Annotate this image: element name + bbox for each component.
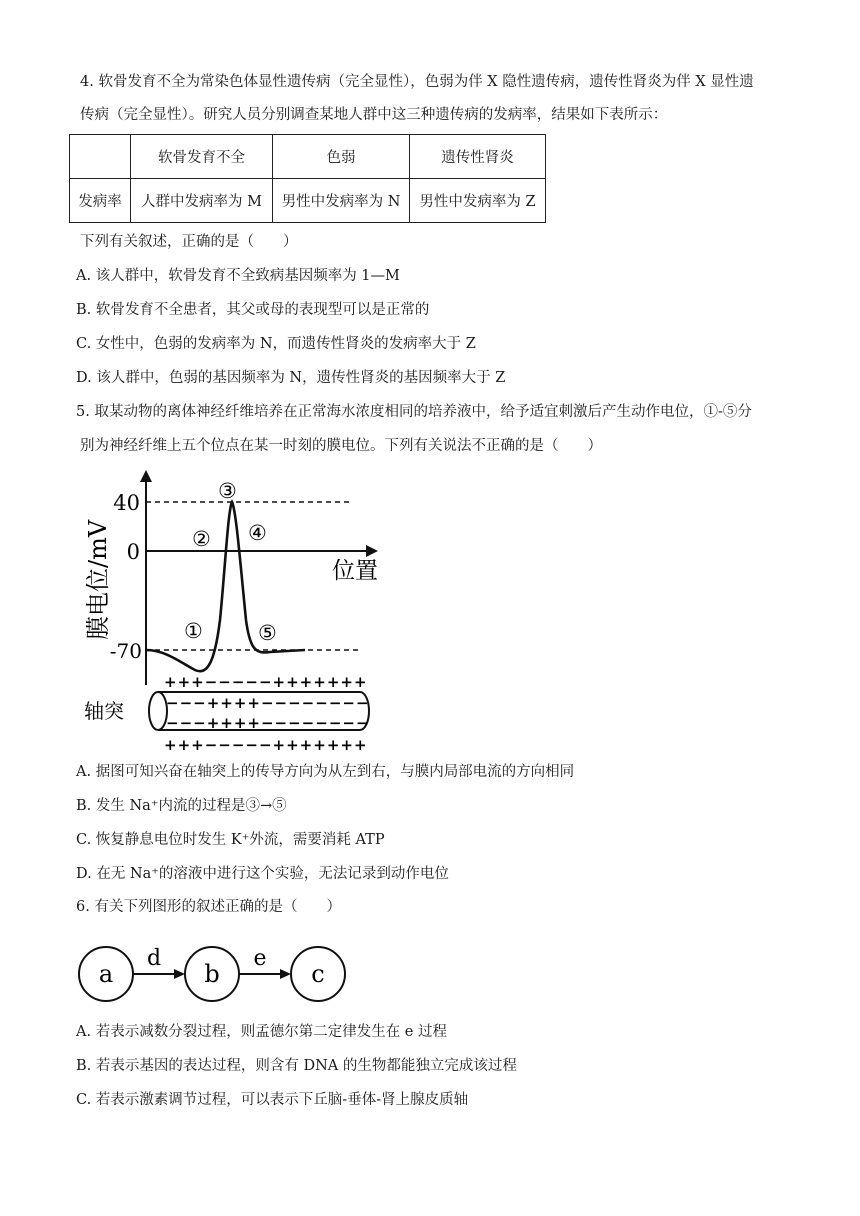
q4-stem-line2: 传病（完全显性）。研究人员分别调查某地人群中这三种遗传病的发病率，结果如下表所示： xyxy=(80,107,668,123)
table-cell: 男性中发病率为 Z xyxy=(410,179,546,223)
q4-option-d: D. 该人群中，色弱的基因频率为 N，遗传性肾炎的基因频率大于 Z xyxy=(76,370,506,386)
q4-option-c: C. 女性中，色弱的发病率为 N，而遗传性肾炎的发病率大于 Z xyxy=(76,336,476,352)
q6-stem: 6. 有关下列图形的叙述正确的是（ ） xyxy=(76,899,341,915)
q6-option-c: C. 若表示激素调节过程，可以表示下丘脑-垂体-肾上腺皮质轴 xyxy=(76,1092,469,1108)
q4-option-a: A. 该人群中，软骨发育不全致病基因频率为 1—M xyxy=(76,268,400,284)
table-cell xyxy=(70,135,131,179)
table-row xyxy=(70,179,546,223)
q4-prompt: 下列有关叙述，正确的是（ ） xyxy=(80,234,298,250)
edge-d: d xyxy=(146,946,162,971)
node-a: a xyxy=(98,960,114,988)
point-label-4: ④ xyxy=(248,521,267,545)
q5-option-a: A. 据图可知兴奋在轴突上的传导方向为从左到右，与膜内局部电流的方向相同 xyxy=(76,764,575,780)
tick-label-40: 40 xyxy=(113,491,140,515)
edge-e: e xyxy=(253,946,267,971)
charge-bottom-outer: +++−−−−−+++++++ xyxy=(164,736,368,754)
axon-label: 轴突 xyxy=(84,699,124,723)
q5-option-b: B. 发生 Na⁺内流的过程是③→⑤ xyxy=(76,798,287,814)
node-c: c xyxy=(311,960,325,988)
charge-top-inner: −−−++++−−−−−−−− xyxy=(166,694,370,712)
table-cell: 发病率 xyxy=(70,179,131,223)
tick-label-0: 0 xyxy=(126,540,140,564)
node-b: b xyxy=(204,960,220,988)
q5-stem-line1: 5. 取某动物的离体神经纤维培养在正常海水浓度相同的培养液中，给予适宜刺激后产生动作电位，①-⑤分 xyxy=(76,404,752,420)
potential-curve xyxy=(146,502,305,671)
q4-table xyxy=(69,134,546,223)
q6-option-b: B. 若表示基因的表达过程，则含有 DNA 的生物都能独立完成该过程 xyxy=(76,1058,517,1074)
q6-option-a: A. 若表示减数分裂过程，则孟德尔第二定律发生在 e 过程 xyxy=(76,1024,447,1040)
point-label-2: ② xyxy=(192,527,211,551)
charge-top-outer: +++−−−−−+++++++ xyxy=(164,673,368,691)
y-axis-label: 膜电位/mV xyxy=(84,519,112,640)
table-cell: 遗传性肾炎 xyxy=(410,135,546,179)
q5-option-c: C. 恢复静息电位时发生 K⁺外流，需要消耗 ATP xyxy=(76,832,385,848)
q4-stem-line1: 4. 软骨发育不全为常染色体显性遗传病（完全显性），色弱为伴 X 隐性遗传病，遗传性肾炎为伴 X 显性遗 xyxy=(80,74,754,90)
q5-stem-line2: 别为神经纤维上五个位点在某一时刻的膜电位。下列有关说法不正确的是（ ） xyxy=(80,438,602,454)
table-row xyxy=(70,135,546,179)
table-cell: 人群中发病率为 M xyxy=(131,179,273,223)
table-cell: 色弱 xyxy=(273,135,410,179)
q4-option-b: B. 软骨发育不全患者，其父或母的表现型可以是正常的 xyxy=(76,302,430,318)
charge-bottom-inner: −−−++++−−−−−−−− xyxy=(166,714,370,732)
tick-label-neg70: -70 xyxy=(109,639,142,663)
process-flow-diagram xyxy=(74,938,364,1010)
point-label-1: ① xyxy=(184,619,203,643)
q5-option-d: D. 在无 Na⁺的溶液中进行这个实验，无法记录到动作电位 xyxy=(76,866,449,882)
table-cell: 软骨发育不全 xyxy=(131,135,273,179)
point-label-3: ③ xyxy=(218,479,237,503)
point-label-5: ⑤ xyxy=(258,621,277,645)
x-axis-label: 位置 xyxy=(332,558,378,584)
table-cell: 男性中发病率为 N xyxy=(273,179,410,223)
membrane-potential-figure xyxy=(70,470,400,760)
